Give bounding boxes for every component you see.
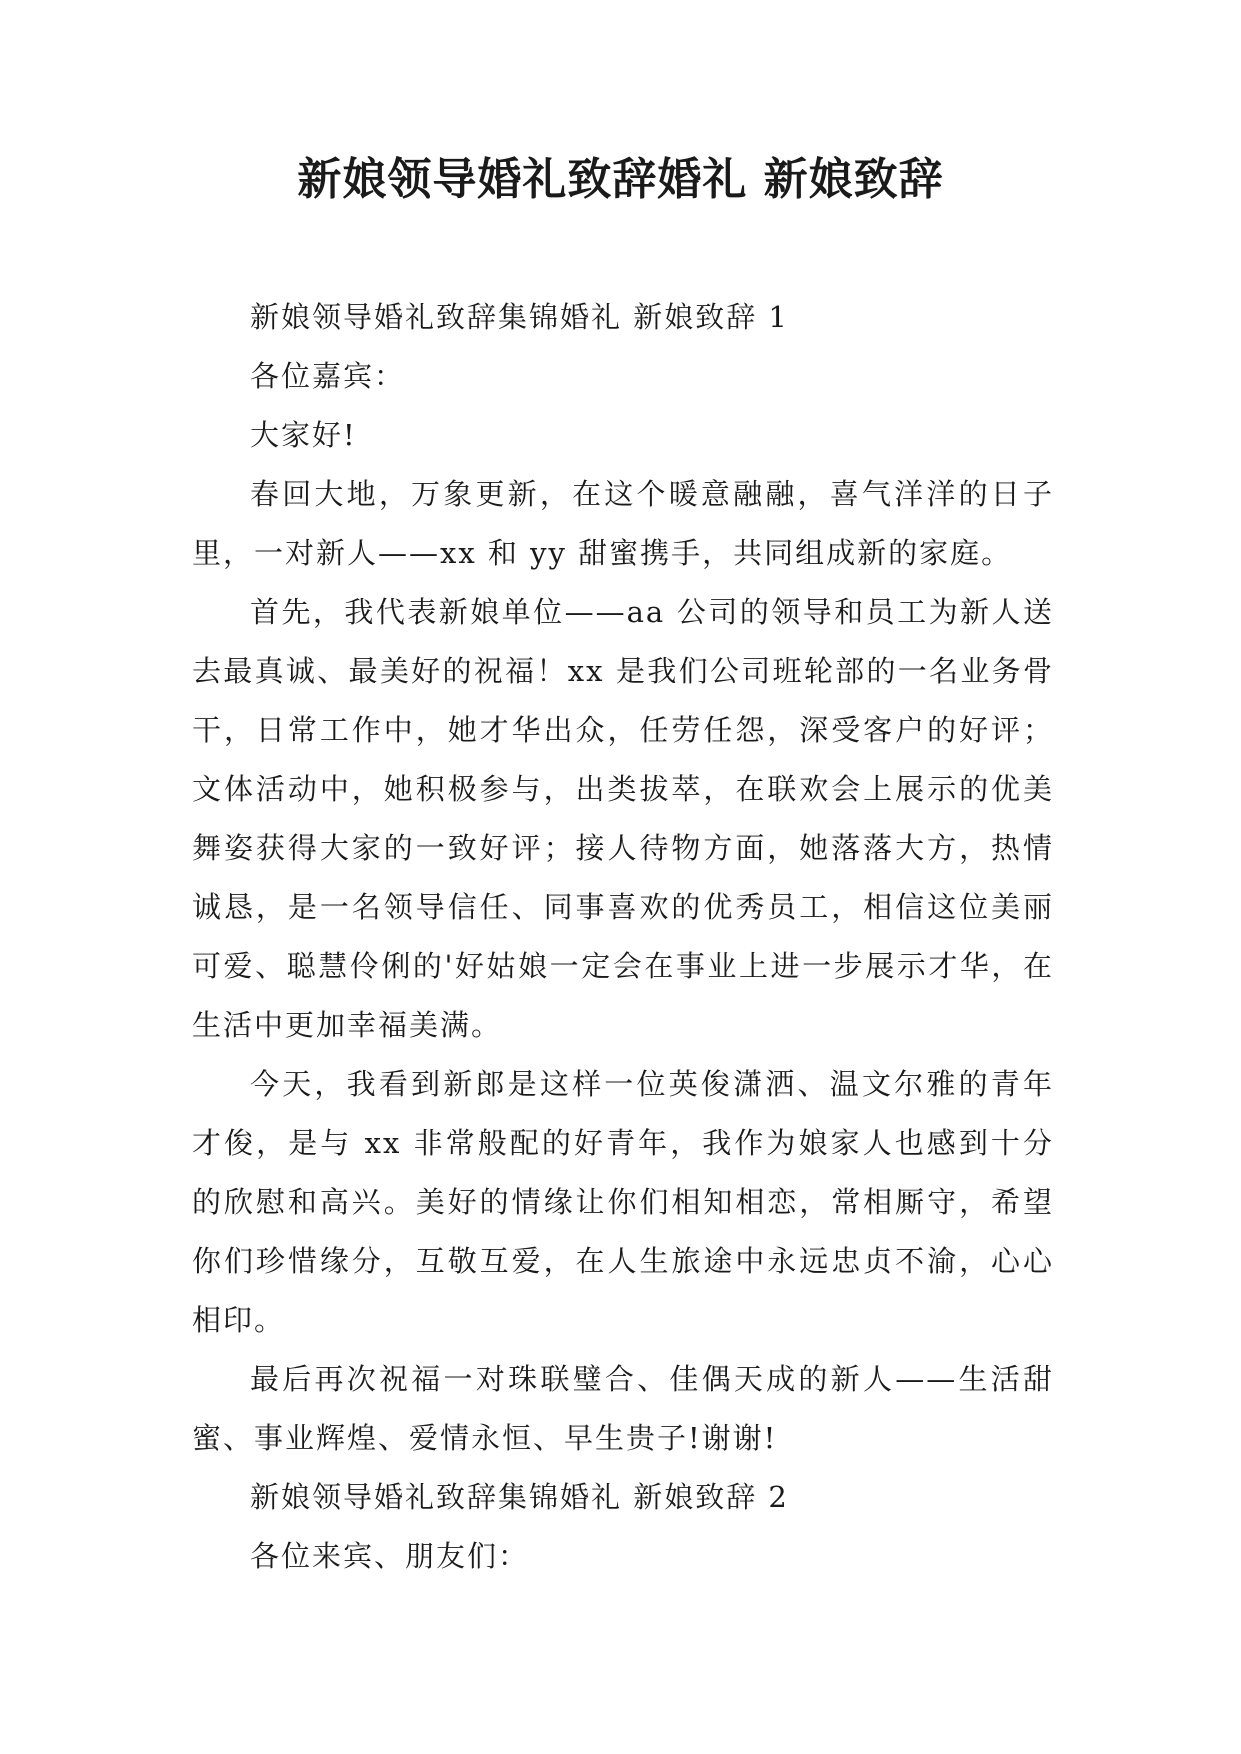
- section-heading: 新娘领导婚礼致辞集锦婚礼 新娘致辞 2: [250, 1480, 789, 1514]
- paragraph: 今天，我看到新郎是这样一位英俊潇洒、温文尔雅的青年才俊，是与 xx 非常般配的好青年，我作为娘家人也感到十分的欣慰和高兴。美好的情缘让你们相知相恋，常相厮守，希望你们珍惜缘分，互敬互爱，在人生旅途中永远忠贞不渝，心心相印。: [192, 1067, 1054, 1337]
- paragraph: 春回大地，万象更新，在这个暖意融融，喜气洋洋的日子里，一对新人——xx 和 yy 甜蜜携手，共同组成新的家庭。: [192, 477, 1054, 570]
- section-heading: 新娘领导婚礼致辞集锦婚礼 新娘致辞 1: [250, 300, 789, 334]
- greeting: 大家好!: [250, 418, 357, 452]
- document-title: 新娘领导婚礼致辞婚礼 新娘致辞: [297, 154, 944, 205]
- document-body: [192, 288, 1054, 1586]
- salutation: 各位来宾、朋友们：: [250, 1539, 530, 1573]
- salutation: 各位嘉宾：: [250, 359, 406, 393]
- paragraph: 首先，我代表新娘单位——aa 公司的领导和员工为新人送去最真诚、最美好的祝福！xx 是我们公司班轮部的一名业务骨干，日常工作中，她才华出众，任劳任怨，深受客户的好评；文体活动中，她积极参与，出类拔萃，在联欢会上展示的优美舞姿获得大家的一致好评；接人待物方面，她落落大方，热情诚恳，是一名领导信任、同事喜欢的优秀员工，相信这位美丽可爱、聪慧伶俐的'好姑娘一定会在事业上进一步展示才华，在生活中更加幸福美满。: [192, 595, 1054, 1042]
- paragraph: 最后再次祝福一对珠联璧合、佳偶天成的新人——生活甜蜜、事业辉煌、爱情永恒、早生贵子!谢谢!: [192, 1362, 1054, 1455]
